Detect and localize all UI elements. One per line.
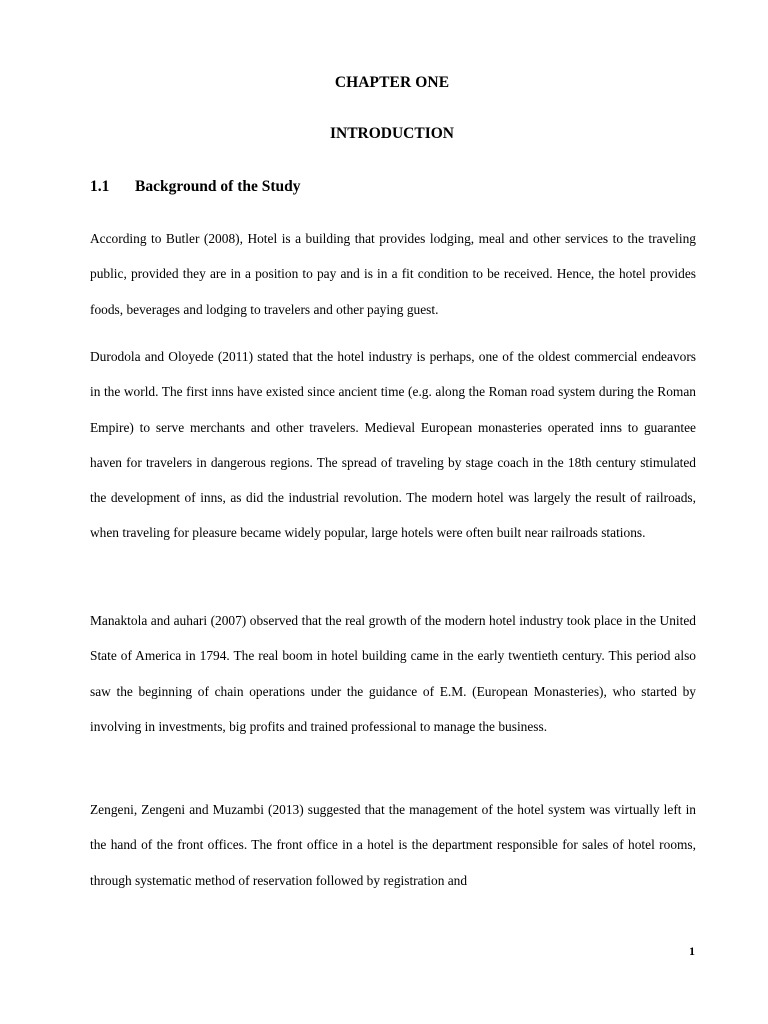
paragraph-2: Durodola and Oloyede (2011) stated that the hotel industry is perhaps, one of the oldest commercial endeavors in the world. The first inns have existed since ancient time (e.g. along the Roman road system during the Roman Empire) to serve merchants and other travelers. Medieval European monasteries operated inns to guarantee haven for travelers in dangerous regions. The spread of traveling by stage coach in the 18th century stimulated the development of inns, as did the industrial revolution. The modern hotel was largely the result of railroads, when traveling for pleasure became widely popular, large hotels were often built near railroads stations. <box>90 349 696 541</box>
chapter-title: CHAPTER ONE <box>334 74 450 91</box>
section-heading: INTRODUCTION <box>329 125 454 142</box>
paragraph-3: Manaktola and auhari (2007) observed that the real growth of the modern hotel industry took place in the United State of America in 1794. The real boom in hotel building came in the early twentieth century. This period also saw the beginning of chain operations under the guidance of E.M. (European Monasteries), who started by involving in investments, big profits and trained professional to manage the business. <box>90 613 696 734</box>
subsection-number: 1.1 <box>90 178 110 195</box>
paragraph-4: Zengeni, Zengeni and Muzambi (2013) suggested that the management of the hotel system was virtually left in the hand of the front offices. The front office in a hotel is the department responsible for sales of hotel rooms, through systematic method of reservation followed by registration and <box>90 802 696 888</box>
subsection-title: Background of the Study <box>135 178 301 195</box>
paragraph-1: According to Butler (2008), Hotel is a building that provides lodging, meal and other services to the traveling public, provided they are in a position to pay and is in a fit condition to be received. Hence, the hotel provides foods, beverages and lodging to travelers and other paying guest. <box>90 231 696 317</box>
subsection-heading <box>90 178 301 196</box>
page-number: 1 <box>689 944 695 958</box>
